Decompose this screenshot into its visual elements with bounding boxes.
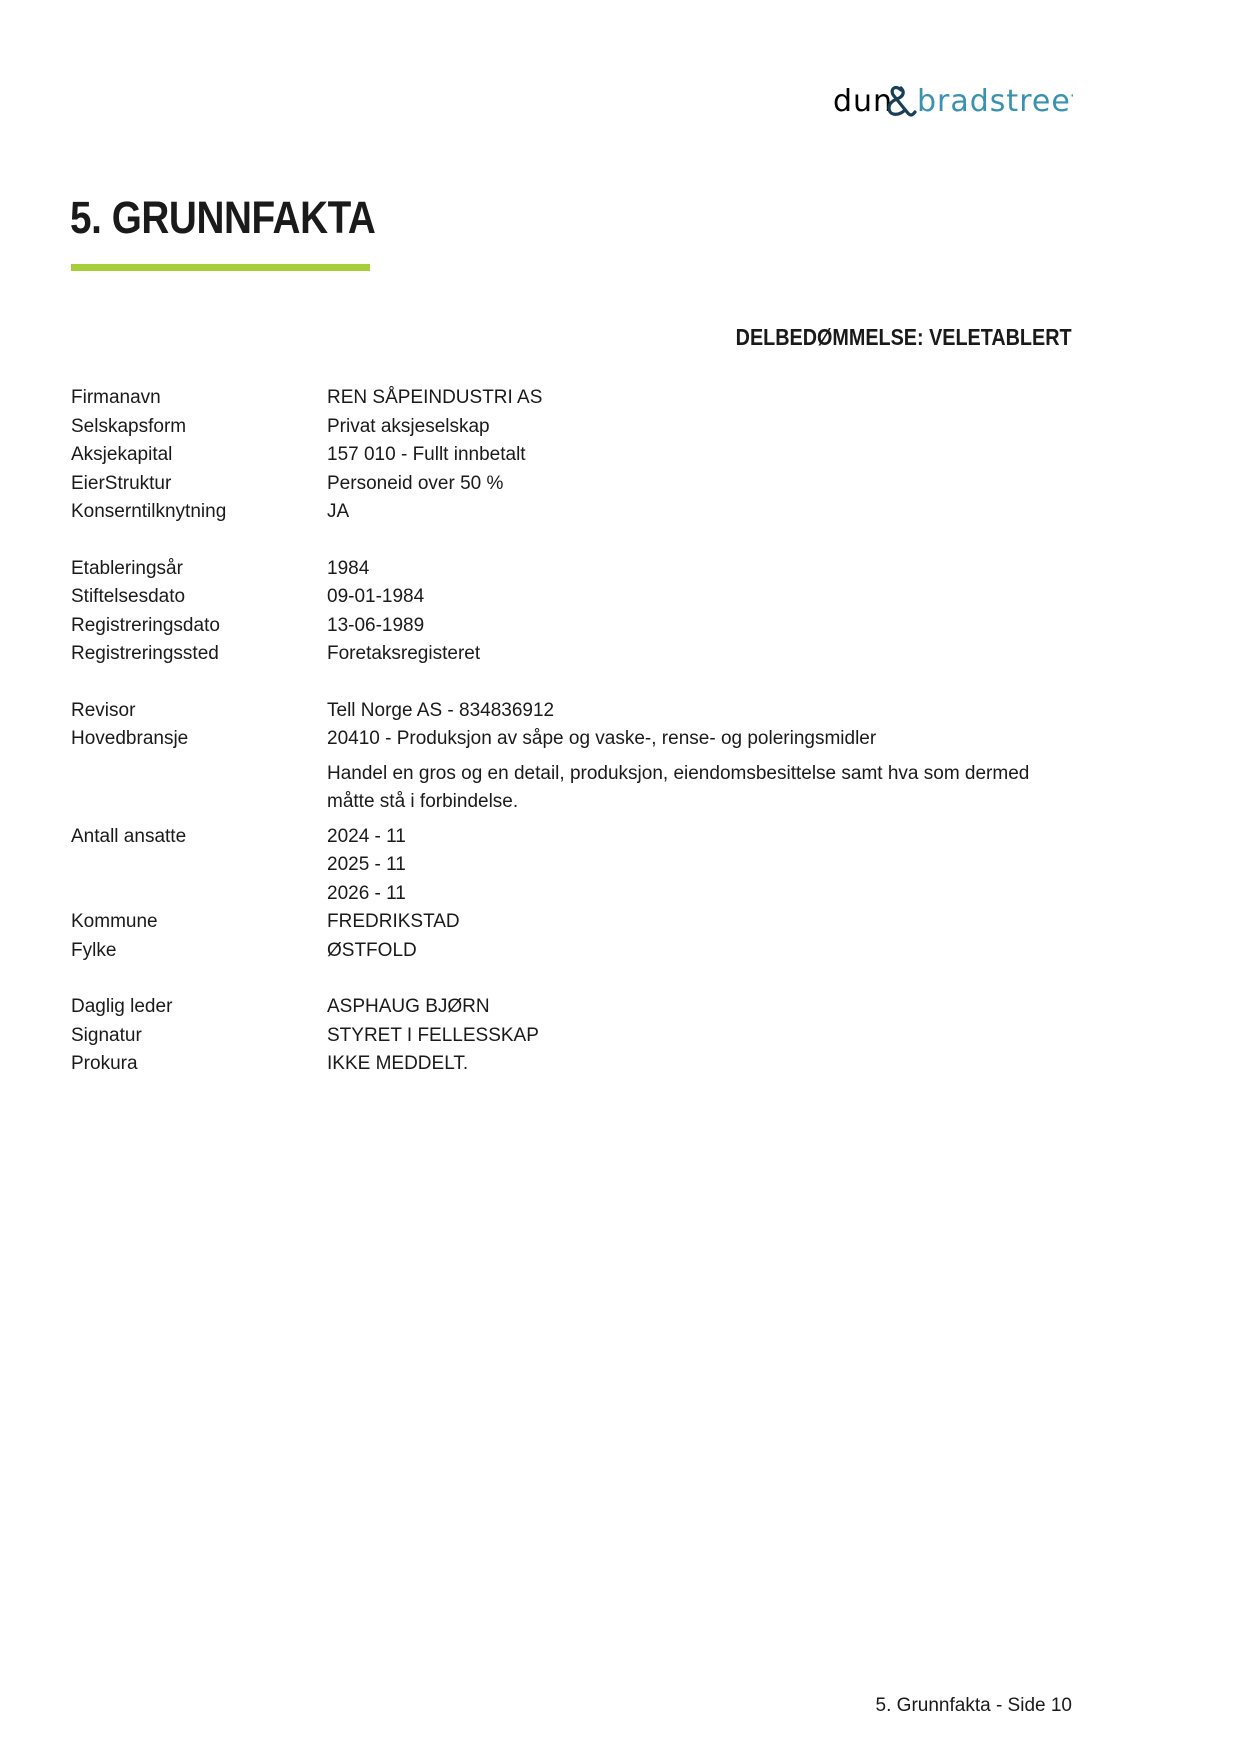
page-title: 5. GRUNNFAKTA	[70, 192, 376, 243]
fact-group	[71, 697, 1071, 966]
fact-label: EierStruktur	[71, 472, 172, 494]
fact-value-line: Personeid over 50 %	[327, 472, 504, 494]
fact-value	[327, 697, 1047, 726]
group-spacer	[71, 965, 1071, 993]
fact-row	[71, 583, 1071, 612]
fact-value	[327, 384, 1047, 413]
fact-value-line: REN SÅPEINDUSTRI AS	[327, 387, 543, 408]
fact-value	[327, 725, 1047, 754]
fact-label: Kommune	[71, 911, 158, 932]
fact-row	[71, 640, 1071, 669]
fact-label: Registreringsdato	[71, 614, 220, 636]
fact-label: Fylke	[71, 939, 117, 961]
fact-label: Aksjekapital	[71, 444, 173, 465]
fact-value-line: JA	[327, 501, 350, 522]
fact-row	[71, 697, 1071, 726]
fact-value	[327, 640, 1047, 669]
fact-label: Firmanavn	[71, 387, 161, 408]
fact-group	[71, 384, 1071, 527]
fact-row	[71, 441, 1071, 470]
fact-value-line: Privat aksjeselskap	[327, 415, 490, 437]
fact-value	[327, 498, 1047, 527]
fact-value-line: FREDRIKSTAD	[327, 911, 460, 932]
fact-value-line: 13-06-1989	[327, 614, 425, 636]
fact-label: Selskapsform	[71, 415, 187, 437]
fact-value	[327, 760, 1047, 817]
fact-value-line: Foretaksregisteret	[327, 643, 481, 664]
fact-row	[71, 908, 1071, 937]
fact-value	[327, 908, 1047, 937]
fact-value	[327, 1022, 1047, 1051]
fact-row	[71, 413, 1071, 442]
fact-value	[327, 583, 1047, 612]
page-footer: 5. Grunnfakta - Side 10	[875, 1695, 1072, 1716]
fact-row-description	[71, 760, 1071, 817]
fact-row	[71, 555, 1071, 584]
fact-value-line: IKKE MEDDELT.	[327, 1053, 469, 1074]
fact-value-line: ØSTFOLD	[327, 939, 417, 961]
title-underline	[71, 264, 370, 271]
fact-row	[71, 725, 1071, 754]
facts-table	[71, 384, 1071, 1079]
group-spacer	[71, 527, 1071, 555]
dun-bradstreet-logo	[833, 78, 1073, 124]
fact-value	[327, 441, 1047, 470]
fact-label: Antall ansatte	[71, 825, 187, 847]
fact-row	[71, 498, 1071, 527]
group-spacer	[71, 669, 1071, 697]
logo-mark	[833, 78, 1073, 124]
fact-label: Hovedbransje	[71, 728, 189, 749]
fact-value	[327, 937, 1047, 966]
fact-label: Stiftelsesdato	[71, 586, 186, 607]
fact-row	[71, 384, 1071, 413]
logo-text-left: dun	[833, 84, 894, 119]
fact-value-line: 20410 - Produksjon av såpe og vaske-, rense- og poleringsmidler	[327, 728, 877, 749]
fact-label: Signatur	[71, 1024, 142, 1046]
fact-value	[327, 413, 1047, 442]
fact-row	[71, 1022, 1071, 1051]
logo-text-right: bradstreet	[917, 84, 1073, 119]
fact-group	[71, 555, 1071, 669]
fact-row	[71, 612, 1071, 641]
fact-row	[71, 823, 1071, 909]
fact-value	[327, 1050, 1047, 1079]
fact-value-line: Handel en gros og en detail, produksjon, eiendomsbesittelse samt hva som dermed måtte stå i forbindelse.	[327, 762, 1030, 812]
fact-label: Daglig leder	[71, 996, 173, 1017]
fact-group	[71, 993, 1071, 1079]
fact-label: Revisor	[71, 699, 136, 721]
fact-value-line: 2025 - 11	[327, 854, 406, 875]
fact-label	[71, 760, 327, 817]
fact-value-line: STYRET I FELLESSKAP	[327, 1024, 539, 1046]
fact-value-line: ASPHAUG BJØRN	[327, 996, 490, 1017]
fact-label: Prokura	[71, 1053, 138, 1074]
fact-value-line: Tell Norge AS - 834836912	[327, 699, 555, 721]
fact-label: Etableringsår	[71, 557, 183, 579]
fact-value-line: 2026 - 11	[327, 882, 406, 904]
rating-label: DELBEDØMMELSE: VELETABLERT	[736, 324, 1072, 350]
fact-value-line: 157 010 - Fullt innbetalt	[327, 444, 526, 465]
fact-row	[71, 993, 1071, 1022]
fact-label: Registreringssted	[71, 643, 219, 664]
fact-value	[327, 993, 1047, 1022]
fact-row	[71, 1050, 1071, 1079]
fact-value	[327, 470, 1047, 499]
fact-value-line: 09-01-1984	[327, 586, 425, 607]
fact-value-line: 1984	[327, 557, 370, 579]
fact-value	[327, 612, 1047, 641]
fact-value-line: 2024 - 11	[327, 825, 406, 847]
fact-value	[327, 823, 1047, 909]
fact-row	[71, 937, 1071, 966]
fact-row	[71, 470, 1071, 499]
fact-value	[327, 555, 1047, 584]
fact-label: Konserntilknytning	[71, 501, 227, 522]
